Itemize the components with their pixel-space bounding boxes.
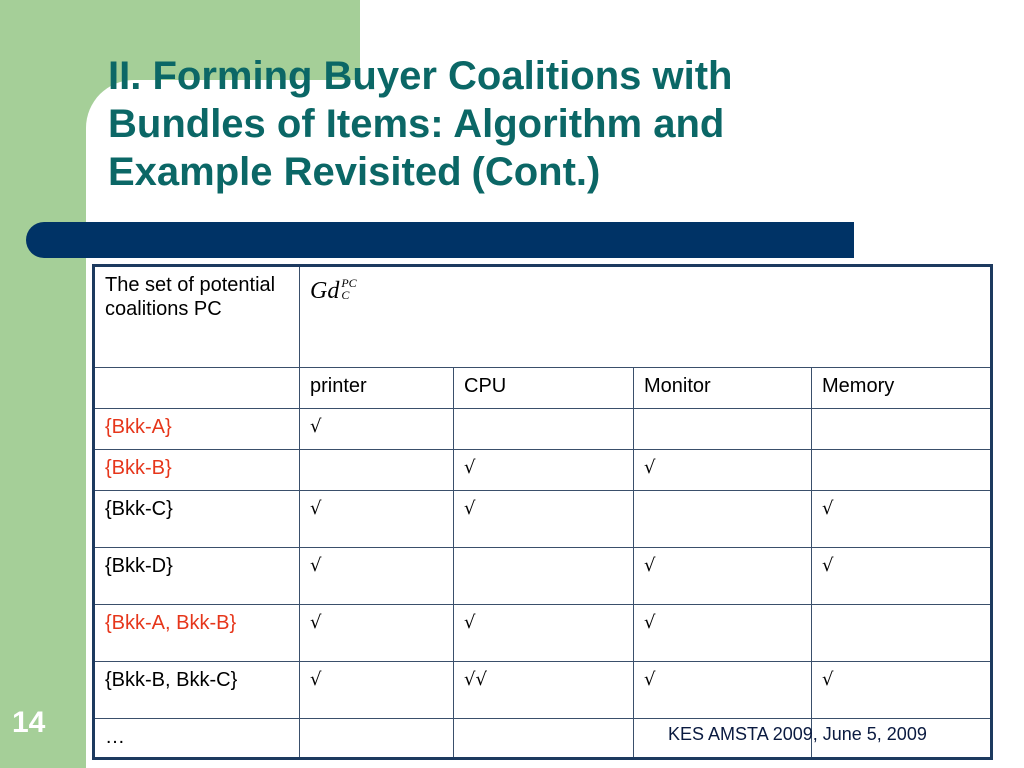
check-cell: √ [812,548,992,605]
check-cell: √ [300,548,454,605]
gd-formula [310,277,357,305]
formula-cell [300,266,992,368]
table-row [94,450,992,491]
table-row [94,409,992,450]
check-cell: √ [300,409,454,450]
slide-title [108,52,908,196]
header-label: The set of potential coalitions PC [105,274,276,320]
column-header-printer: printer [300,368,454,409]
table-header-row [94,266,992,368]
formula-superscript: PC [341,276,357,290]
empty-corner-cell [94,368,300,409]
table-row [94,662,992,719]
table-row [94,605,992,662]
title-line-3-part-a: Example Revisited [108,150,462,194]
title-divider-bar [26,222,854,258]
empty-cell [454,719,634,759]
coalition-label: {Bkk-A, Bkk-B} [94,605,300,662]
check-cell: √ [454,605,634,662]
check-cell: √√ [454,662,634,719]
check-cell: √ [634,450,812,491]
check-cell [454,548,634,605]
page-number: 14 [12,706,46,739]
table-row [94,548,992,605]
header-label-cell [94,266,300,368]
check-cell: √ [812,491,992,548]
column-header-cpu: CPU [454,368,634,409]
coalitions-table [92,264,993,760]
check-cell: √ [454,491,634,548]
coalition-label: … [94,719,300,759]
check-cell: √ [454,450,634,491]
coalition-label: {Bkk-C} [94,491,300,548]
check-cell: √ [300,491,454,548]
check-cell [634,409,812,450]
check-cell: √ [300,662,454,719]
check-cell [812,605,992,662]
coalition-label: {Bkk-D} [94,548,300,605]
coalition-label: {Bkk-B, Bkk-C} [94,662,300,719]
formula-base: Gd [310,278,340,304]
check-cell [812,450,992,491]
column-header-row [94,368,992,409]
title-line-3 [108,148,908,196]
coalition-label: {Bkk-A} [94,409,300,450]
check-cell [300,450,454,491]
check-cell: √ [634,662,812,719]
check-cell [812,409,992,450]
column-header-memory: Memory [812,368,992,409]
check-cell: √ [634,548,812,605]
table-row [94,491,992,548]
formula-subscript: C [341,288,350,302]
check-cell: √ [634,605,812,662]
check-cell: √ [812,662,992,719]
check-cell: √ [300,605,454,662]
footer-text: KES AMSTA 2009, June 5, 2009 [668,724,927,744]
title-line-1: II. Forming Buyer Coalitions with [108,54,733,98]
title-line-2: Bundles of Items: Algorithm and [108,102,725,146]
title-line-3-part-b: (Cont.) [471,150,601,194]
check-cell [454,409,634,450]
column-header-monitor: Monitor [634,368,812,409]
coalition-label: {Bkk-B} [94,450,300,491]
check-cell [634,491,812,548]
empty-cell [300,719,454,759]
